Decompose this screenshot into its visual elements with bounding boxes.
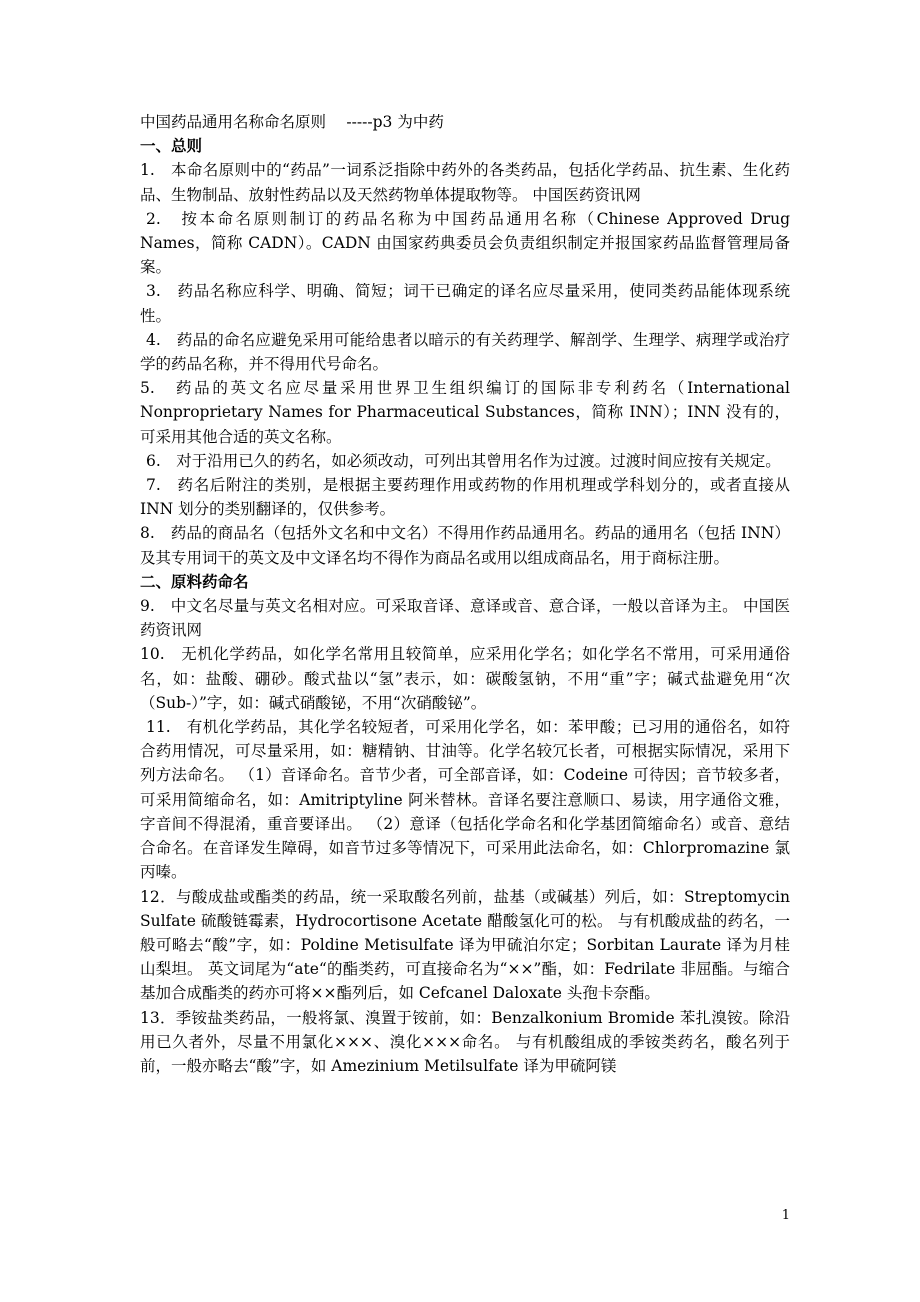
document-body (140, 110, 790, 1078)
paragraph-13: 13．季铵盐类药品，一般将氯、溴置于铵前，如：Benzalkonium Bromide 苯扎溴铵。除沿用已久者外，尽量不用氯化×××、溴化×××命名。 与有机酸组成的季铵类药名，酸名列于前，一般亦略去“酸”字，如 Amezinium Metilsulfate 译为甲硫阿镁 (140, 1008, 790, 1075)
paragraph-11: 11. 有机化学药品，其化学名较短者，可采用化学名，如：苯甲酸；已习用的通俗名，如符合药用情况，可尽量采用，如：糖精钠、甘油等。化学名较冗长者，可根据实际情况，采用下列方法命名。 （1）音译命名。音节少者，可全部音译，如：Codeine 可待因；音节较多者，可采用简缩命名，如：Amitriptyline 阿米替林。音译名要注意顺口、易读，用字通俗文雅，字音间不得混淆，重音要译出。 （2）意译（包括化学命名和化学基团简缩命名）或音、意结合命名。在音译发生障碍，如音节过多等情况下，可采用此法命名，如：Chlorpromazine 氯丙嗪。 (140, 718, 790, 882)
paragraph-4: 4. 药品的命名应避免采用可能给患者以暗示的有关药理学、解剖学、生理学、病理学或治疗学的药品名称，并不得用代号命名。 (140, 330, 790, 374)
paragraph-2: 2. 按本命名原则制订的药品名称为中国药品通用名称（Chinese Approved Drug Names，简称 CADN）。CADN 由国家药典委员会负责组织制定并报国家药品监督管理局备案。 (140, 209, 790, 277)
paragraph-9: 9. 中文名尽量与英文名相对应。可采取音译、意译或音、意合译，一般以音译为主。 中国医药资讯网 (140, 597, 790, 640)
paragraph-5: 5. 药品的英文名应尽量采用世界卫生组织编订的国际非专利药名（International Nonproprietary Names for Pharmaceutical Substances，简称 INN）；INN 没有的，可采用其他合适的英文名称。 (140, 379, 790, 446)
paragraph-8: 8. 药品的商品名（包括外文名和中文名）不得用作药品通用名。药品的通用名（包括 INN）及其专用词干的英文及中文译名均不得作为商品名或用以组成商品名，用于商标注册。 (140, 524, 790, 567)
section-heading-general: 一、总则 (140, 136, 203, 156)
paragraph-6: 6. 对于沿用已久的药名，如必须改动，可列出其曾用名作为过渡。过渡时间应按有关规定。 (146, 451, 781, 470)
paragraph-12: 12．与酸成盐或酯类的药品，统一采取酸名列前，盐基（或碱基）列后，如：Streptomycin Sulfate 硫酸链霉素，Hydrocortisone Acetate 醋酸氢化可的松。 与有机酸成盐的药名，一般可略去“酸”字，如：Poldine Metisulfate 译为甲硫泊尔定；Sorbitan Laurate 译为月桂山梨坦。 英文词尾为“ate“的酯类药，可直接命名为“××”酯，如：Fedrilate 非屈酯。与缩合基加合成酯类的药亦可将××酯列后，如 Cefcanel Daloxate 头孢卡奈酯。 (140, 887, 790, 1003)
section-heading-raw-materials: 二、原料药命名 (140, 571, 249, 591)
paragraph-7: 7. 药名后附注的类别，是根据主要药理作用或药物的作用机理或学科划分的，或者直接从 INN 划分的类别翻译的，仅供参考。 (140, 476, 790, 519)
paragraph-10: 10. 无机化学药品，如化学名常用且较简单，应采用化学名；如化学名不常用，可采用通俗名，如：盐酸、硼砂。酸式盐以“氢”表示，如：碳酸氢钠，不用“重”字；碱式盐避免用“次（Sub-）”字，如：碱式硝酸铋，不用“次硝酸铋”。 (140, 645, 790, 712)
paragraph-3: 3. 药品名称应科学、明确、简短；词干已确定的译名应尽量采用，使同类药品能体现系统性。 (140, 282, 790, 325)
paragraph-1: 1. 本命名原则中的“药品”一词系泛指除中药外的各类药品，包括化学药品、抗生素、生化药品、生物制品、放射性药品以及天然药物单体提取物等。 中国医药资讯网 (140, 161, 790, 204)
document-title: 中国药品通用名称命名原则 -----p3 为中药 (140, 113, 444, 131)
page-number: 1 (781, 1208, 790, 1223)
